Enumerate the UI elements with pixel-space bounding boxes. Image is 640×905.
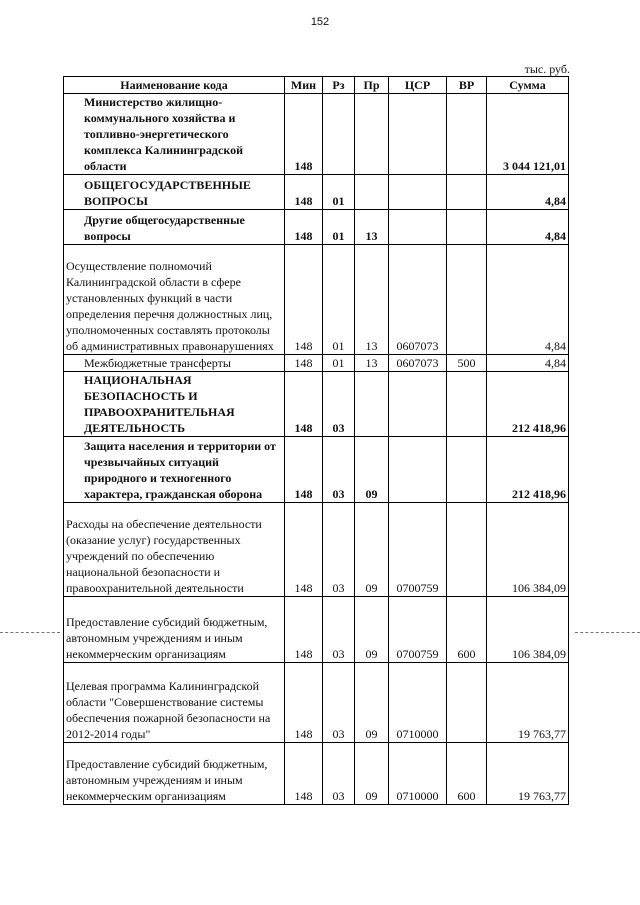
row-vr (447, 663, 487, 743)
row-vr (447, 437, 487, 503)
row-rz: 03 (323, 503, 355, 597)
row-sum: 4,84 (487, 355, 569, 372)
row-pr: 09 (355, 663, 389, 743)
row-name: Целевая программа Калининградской области "Совершенствование системы обеспечения пожарной безопасности на 2012-2014 годы" (64, 663, 285, 743)
row-sum: 4,84 (487, 175, 569, 210)
row-name: ОБЩЕГОСУДАРСТВЕННЫЕ ВОПРОСЫ (64, 175, 285, 210)
row-sum: 212 418,96 (487, 372, 569, 437)
table-row (64, 663, 569, 743)
row-pr: 13 (355, 245, 389, 355)
table-row (64, 503, 569, 597)
row-pr: 13 (355, 210, 389, 245)
row-sum: 19 763,77 (487, 743, 569, 805)
units-label: тыс. руб. (524, 62, 570, 76)
row-vr (447, 245, 487, 355)
row-sum: 19 763,77 (487, 663, 569, 743)
row-name: Предоставление субсидий бюджетным, автономным учреждениям и иным некоммерческим организациям (64, 743, 285, 805)
row-name: Защита населения и территории от чрезвычайных ситуаций природного и техногенного характера, гражданская оборона (64, 437, 285, 503)
row-min: 148 (285, 210, 323, 245)
row-vr (447, 503, 487, 597)
row-min: 148 (285, 503, 323, 597)
row-vr: 600 (447, 743, 487, 805)
row-rz: 01 (323, 245, 355, 355)
row-name: НАЦИОНАЛЬНАЯ БЕЗОПАСНОСТЬ И ПРАВООХРАНИТЕЛЬНАЯ ДЕЯТЕЛЬНОСТЬ (64, 372, 285, 437)
table-row (64, 743, 569, 805)
row-vr: 500 (447, 355, 487, 372)
table-header-row (64, 77, 569, 94)
table-row (64, 210, 569, 245)
table-row (64, 355, 569, 372)
row-pr: 09 (355, 437, 389, 503)
header-name: Наименование кода (64, 77, 285, 94)
row-pr: 09 (355, 743, 389, 805)
row-min: 148 (285, 355, 323, 372)
row-vr (447, 210, 487, 245)
row-sum: 4,84 (487, 245, 569, 355)
row-pr (355, 175, 389, 210)
table-row (64, 372, 569, 437)
row-name: Предоставление субсидий бюджетным, автономным учреждениям и иным некоммерческим организациям (64, 597, 285, 663)
row-pr (355, 94, 389, 175)
row-name: Расходы на обеспечение деятельности (оказание услуг) государственных учреждений по обеспечению национальной безопасности и правоохранительной деятельности (64, 503, 285, 597)
row-vr (447, 372, 487, 437)
row-csr: 0607073 (389, 245, 447, 355)
row-min: 148 (285, 743, 323, 805)
row-pr (355, 372, 389, 437)
row-pr: 09 (355, 597, 389, 663)
table-row (64, 94, 569, 175)
row-name: Межбюджетные трансферты (64, 355, 285, 372)
row-min: 148 (285, 175, 323, 210)
row-rz: 01 (323, 355, 355, 372)
row-pr: 13 (355, 355, 389, 372)
header-sum: Сумма (487, 77, 569, 94)
header-vr: ВР (447, 77, 487, 94)
row-sum: 106 384,09 (487, 597, 569, 663)
table-row (64, 175, 569, 210)
row-csr (389, 210, 447, 245)
header-min: Мин (285, 77, 323, 94)
row-csr: 0710000 (389, 743, 447, 805)
row-csr (389, 94, 447, 175)
page-number: 152 (310, 16, 330, 28)
row-min: 148 (285, 94, 323, 175)
row-csr: 0607073 (389, 355, 447, 372)
scan-divider-right (575, 632, 640, 633)
header-csr: ЦСР (389, 77, 447, 94)
row-min: 148 (285, 372, 323, 437)
row-csr (389, 175, 447, 210)
row-min: 148 (285, 437, 323, 503)
budget-table (63, 76, 569, 805)
row-min: 148 (285, 245, 323, 355)
row-csr (389, 372, 447, 437)
row-csr (389, 437, 447, 503)
header-rz: Рз (323, 77, 355, 94)
row-csr: 0710000 (389, 663, 447, 743)
row-vr: 600 (447, 597, 487, 663)
row-pr: 09 (355, 503, 389, 597)
row-name: Осуществление полномочий Калининградской области в сфере установленных функций в части определения перечня должностных лиц, уполномоченных составлять протоколы об административных правонарушениях (64, 245, 285, 355)
row-csr: 0700759 (389, 597, 447, 663)
scan-divider-left (0, 632, 60, 633)
table-row (64, 245, 569, 355)
row-rz: 03 (323, 663, 355, 743)
row-sum: 106 384,09 (487, 503, 569, 597)
row-vr (447, 175, 487, 210)
row-rz: 03 (323, 597, 355, 663)
table-row (64, 597, 569, 663)
row-min: 148 (285, 663, 323, 743)
row-rz: 03 (323, 372, 355, 437)
row-rz: 03 (323, 743, 355, 805)
row-rz (323, 94, 355, 175)
row-sum: 4,84 (487, 210, 569, 245)
row-rz: 03 (323, 437, 355, 503)
row-name: Другие общегосударственные вопросы (64, 210, 285, 245)
row-sum: 212 418,96 (487, 437, 569, 503)
row-min: 148 (285, 597, 323, 663)
row-sum: 3 044 121,01 (487, 94, 569, 175)
row-rz: 01 (323, 175, 355, 210)
row-rz: 01 (323, 210, 355, 245)
header-pr: Пр (355, 77, 389, 94)
row-name: Министерство жилищно-коммунального хозяйства и топливно-энергетического комплекса Калининградской области (64, 94, 285, 175)
row-vr (447, 94, 487, 175)
row-csr: 0700759 (389, 503, 447, 597)
table-row (64, 437, 569, 503)
